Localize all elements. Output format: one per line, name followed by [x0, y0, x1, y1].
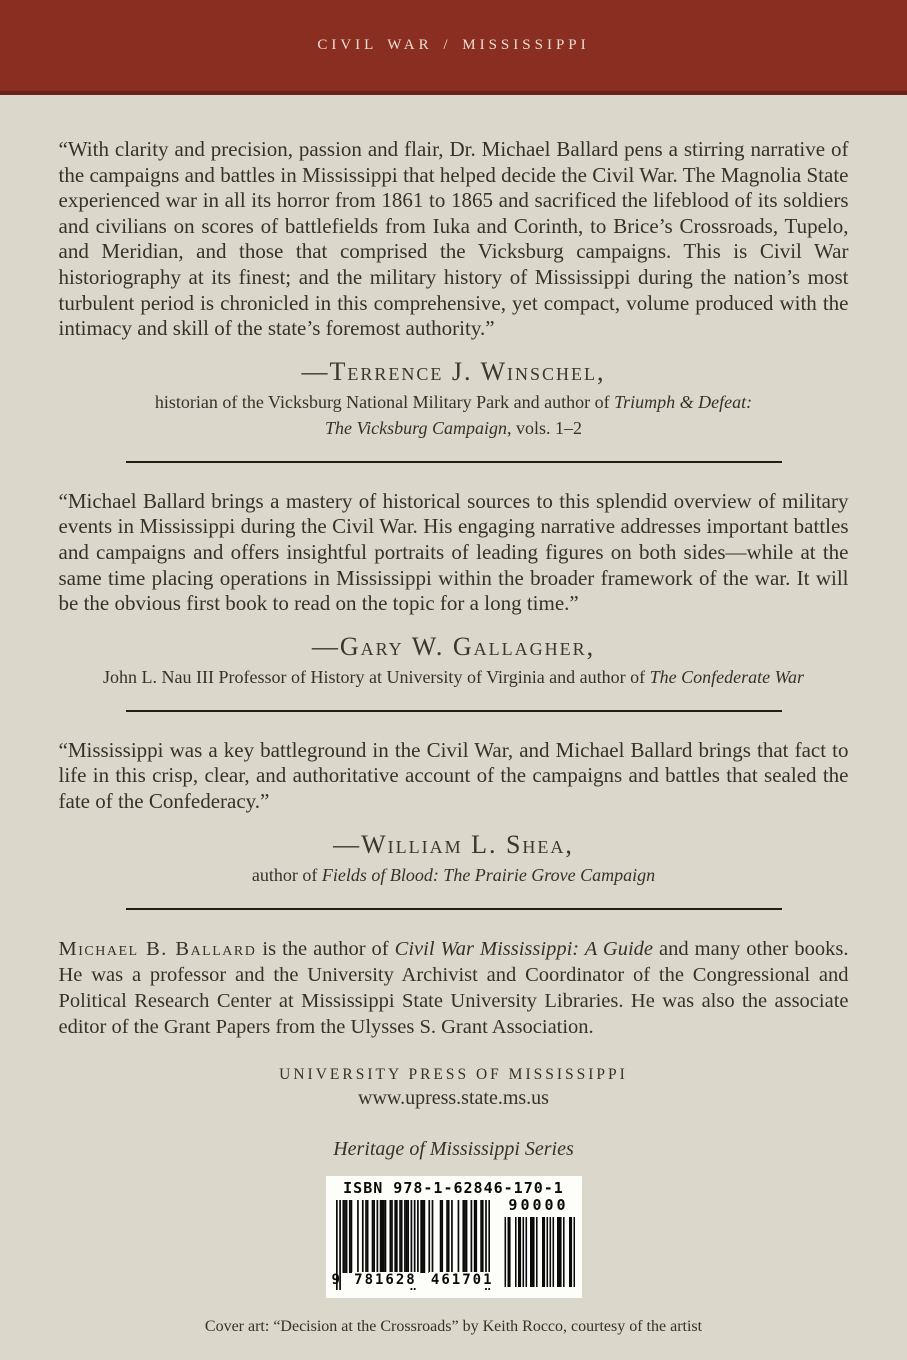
review-quote-2: “Michael Ballard brings a mastery of historical sources to this splendid overview of military events in Mississippi during the Civil War. His engaging narrative addresses important battles and campaigns and offers insightful portraits of leading figures on both sides—while at the same time placing operations in Mississippi within the broader framework of the war. It will be the obvious first book to read on the topic for a long time.”	[58, 488, 849, 616]
barcode-digit-lead: 9	[331, 1271, 342, 1288]
price-code: 90000	[508, 1195, 569, 1214]
isbn-number-label: ISBN 978-1-62846-170-1	[343, 1178, 564, 1197]
review-quote-3: “Mississippi was a key battleground in the Civil War, and Michael Ballard brings that fact to life in this crisp, clear, and authoritative account of the campaigns and battles that sealed the fate of the Confederacy.”	[58, 737, 849, 813]
book-title: The Confederate War	[649, 666, 804, 687]
bio-author-name: Michael B. Ballard	[58, 937, 257, 960]
barcode-bars-addon	[503, 1217, 575, 1287]
cover-art-credit: Cover art: “Decision at the Crossroads” by Keith Rocco, courtesy of the artist	[204, 1317, 703, 1335]
series-title: Heritage of Mississippi Series	[333, 1137, 574, 1160]
author-bio	[59, 936, 849, 1040]
book-title: Triumph & Defeat:	[614, 391, 753, 412]
affiliation-text: John L. Nau III Professor of History at University of Virginia and author of	[103, 666, 650, 687]
section-divider	[126, 908, 782, 910]
reviewer-name-1: —Terrence J. Winschel,	[301, 356, 606, 386]
category-banner	[0, 0, 907, 95]
publisher-name: UNIVERSITY PRESS OF MISSISSIPPI	[279, 1065, 628, 1083]
barcode-digit-group: 461701	[430, 1271, 494, 1288]
category-label: CIVIL WAR / MISSISSIPPI	[317, 37, 590, 53]
reviewer-affiliation-1	[59, 389, 849, 441]
barcode-digit-group: 781628	[354, 1271, 417, 1288]
publisher-url: www.upress.state.ms.us	[358, 1086, 549, 1109]
affiliation-text: historian of the Vicksburg National Military Park and author of	[154, 391, 615, 412]
review-quote-1: “With clarity and precision, passion and flair, Dr. Michael Ballard pens a stirring narrative of the campaigns and battles in Mississippi that helped decide the Civil War. The Magnolia State experienced war in all its horror from 1861 to 1865 and sacrificed the lifeblood of its soldiers and civilians on scores of battlefields from Iuka and Corinth, to Brice’s Crossroads, Tupelo, and Meridian, and those that comprised the Vicksburg campaigns. This is Civil War historiography at its finest; and the military history of Mississippi during the nation’s most turbulent period is chronicled in this comprehensive, yet compact, volume produced with the intimacy and skill of the state’s foremost authority.”	[58, 137, 849, 341]
bio-book-title: Civil War Mississippi: A Guide	[394, 937, 654, 960]
reviewer-name-3: —William L. Shea,	[333, 829, 574, 859]
book-title: Fields of Blood: The Prairie Grove Campaign	[321, 864, 656, 885]
reviewer-affiliation-3	[59, 862, 849, 888]
section-divider	[126, 461, 782, 463]
book-title: The Vicksburg Campaign	[324, 417, 507, 438]
barcode-digits	[332, 1272, 496, 1288]
bio-text: is the author of	[256, 937, 395, 960]
affiliation-text: , vols. 1–2	[506, 417, 582, 438]
bio-text: and many other books. He was a professor and the University Archivist and Coordinator of the Congressional and Political Research Center at Mississippi State University Libraries. He was also the associate editor of the Grant Papers from the Ulysses S. Grant Association.	[58, 937, 849, 1038]
affiliation-text: author of	[251, 864, 322, 885]
section-divider	[126, 710, 782, 712]
isbn-barcode	[326, 1176, 582, 1298]
reviewer-affiliation-2	[59, 664, 849, 690]
cover-content	[59, 137, 849, 1336]
reviewer-name-2: —Gary W. Gallagher,	[311, 631, 596, 661]
